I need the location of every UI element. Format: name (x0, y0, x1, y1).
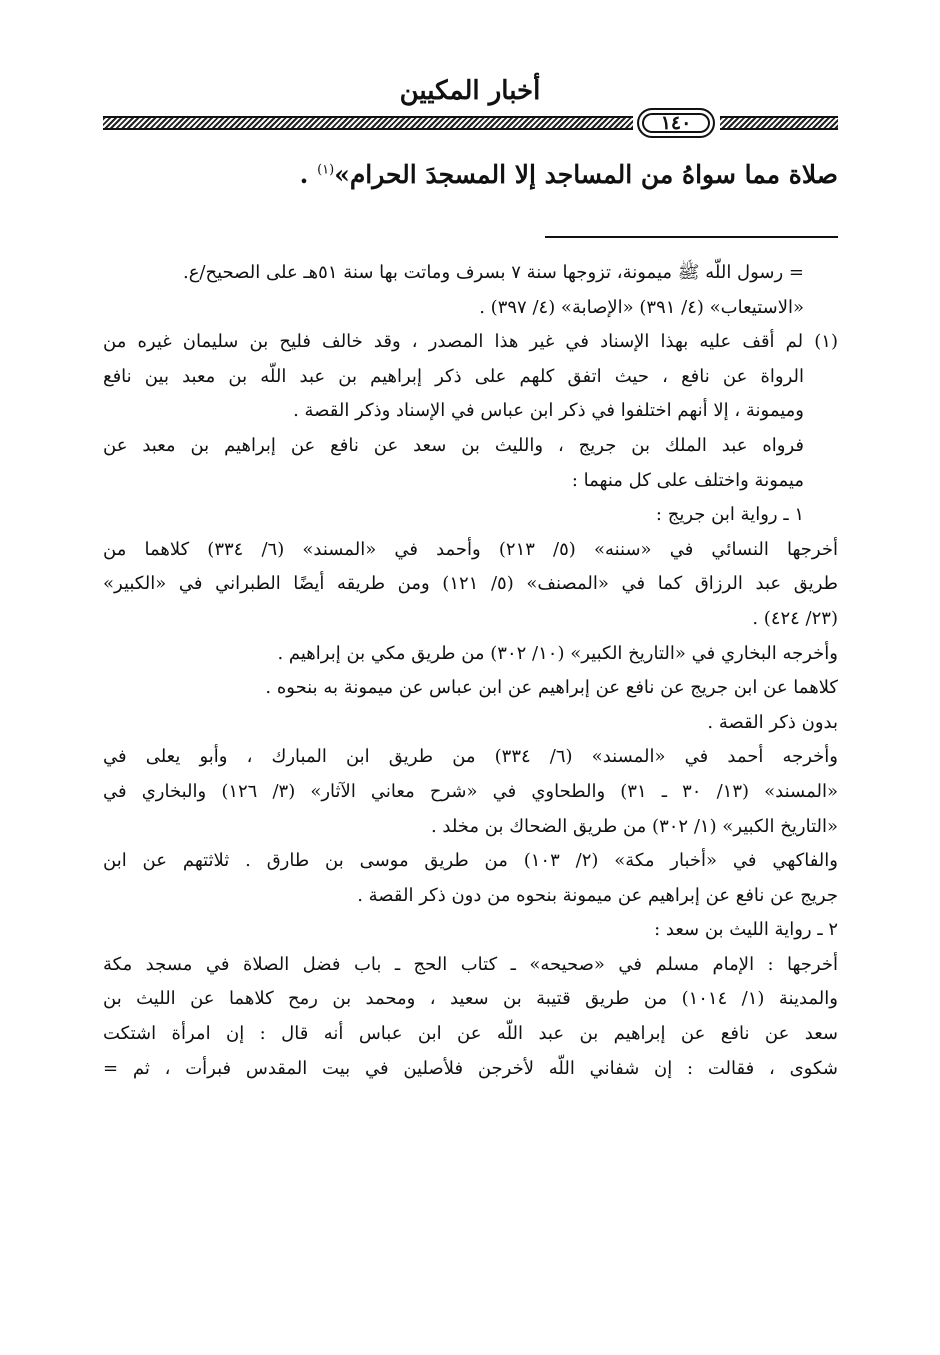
footnote-line: الرواة عن نافع ، حيث اتفق كلهم على ذكر إبراهيم بن عبد اللّه بن معبد بين نافع (103, 365, 804, 387)
footnote-line: سعد عن نافع عن إبراهيم بن عبد اللّه عن ابن عباس أنه قال : إن امرأة اشتكت (103, 1023, 838, 1045)
footnote-line: أخرجها : الإمام مسلم في «صحيحه» ـ كتاب الحج ـ باب فضل الصلاة في مسجد مكة (103, 953, 838, 975)
footnote-line: ميمونة واختلف على كل منهما : (571, 469, 804, 491)
main-text-end: . (299, 160, 318, 189)
footnote-line: «التاريخ الكبير» (١/ ٣٠٢) من طريق الضحاك بن مخلد . (430, 815, 838, 837)
footnotes-block (103, 256, 838, 1086)
footnote-line: والمدينة (١/ ١٠١٤) من طريق قتيبة بن سعيد ، ومحمد بن رمح كلاهما عن الليث بن (103, 988, 838, 1010)
footnote-line: (٢٣/ ٤٢٤) . (752, 607, 838, 629)
footnote-line: بدون ذكر القصة . (707, 711, 838, 733)
footnote-line: والفاكهي في «أخبار مكة» (٢/ ١٠٣) من طريق موسى بن طارق . ثلاثتهم عن ابن (103, 850, 838, 872)
footnote-line: شكوى ، فقالت : إن شفاني اللّه لأخرجن فلأصلين في بيت المقدس فبرأت ، ثم = (103, 1057, 838, 1079)
footnote-line: أخرجها النسائي في «سننه» (٥/ ٢١٣) وأحمد في «المسند» (٦/ ٣٣٤) كلاهما من (103, 538, 838, 560)
footnote-line: طريق عبد الرزاق كما في «المصنف» (٥/ ١٢١) ومن طريقه أيضًا الطبراني في «الكبير» (103, 573, 838, 595)
footnote-line: «المسند» (١٣/ ٣٠ ـ ٣١) والطحاوي في «شرح معاني الآثار» (٣/ ١٢٦) والبخاري في (103, 780, 838, 802)
footnote-line: جريج عن نافع عن إبراهيم عن ميمونة بنحوه من دون ذكر القصة . (357, 884, 838, 906)
footnote-line: فرواه عبد الملك بن جريج ، والليث بن سعد عن نافع عن إبراهيم بن معبد عن (103, 434, 804, 456)
footnote-line: «الاستيعاب» (٤/ ٣٩١) «الإصابة» (٤/ ٣٩٧) . (479, 296, 804, 318)
main-text-line (299, 160, 838, 189)
header-rule-right (720, 116, 838, 130)
main-text: صلاة مما سواهُ من المساجد إلا المسجدَ الحرام» (334, 160, 838, 189)
footnote-line: (١) لم أقف عليه بهذا الإسناد في غير هذا المصدر ، وقد خالف فليح بن سليمان غيره من (103, 331, 838, 353)
footnote-line: وأخرجه أحمد في «المسند» (٦/ ٣٣٤) من طريق ابن المبارك ، وأبو يعلى في (103, 746, 838, 768)
footnote-line: = رسول اللّه ﷺ ميمونة، تزوجها سنة ٧ بسرف وماتت بها سنة ٥١هـ على الصحيح/ع. (182, 262, 804, 283)
running-header-title: أخبار المكيين (399, 76, 541, 106)
footnote-separator (545, 236, 838, 238)
footnote-line: ٢ ـ رواية الليث بن سعد : (654, 919, 838, 941)
footnote-line: وميمونة ، إلا أنهم اختلفوا في ذكر ابن عباس في الإسناد وذكر القصة . (293, 400, 804, 422)
footnote-line: ١ ـ رواية ابن جريج : (655, 504, 804, 526)
page-number-badge: ١٤٠ (637, 108, 715, 138)
header-rule-left (103, 116, 633, 130)
footnote-line: كلاهما عن ابن جريج عن نافع عن إبراهيم عن ابن عباس عن ميمونة به بنحوه . (265, 677, 838, 699)
footnote-marker: (١) (317, 162, 335, 178)
footnote-line: وأخرجه البخاري في «التاريخ الكبير» (١٠/ ٣٠٢) من طريق مكي بن إبراهيم . (277, 642, 838, 664)
